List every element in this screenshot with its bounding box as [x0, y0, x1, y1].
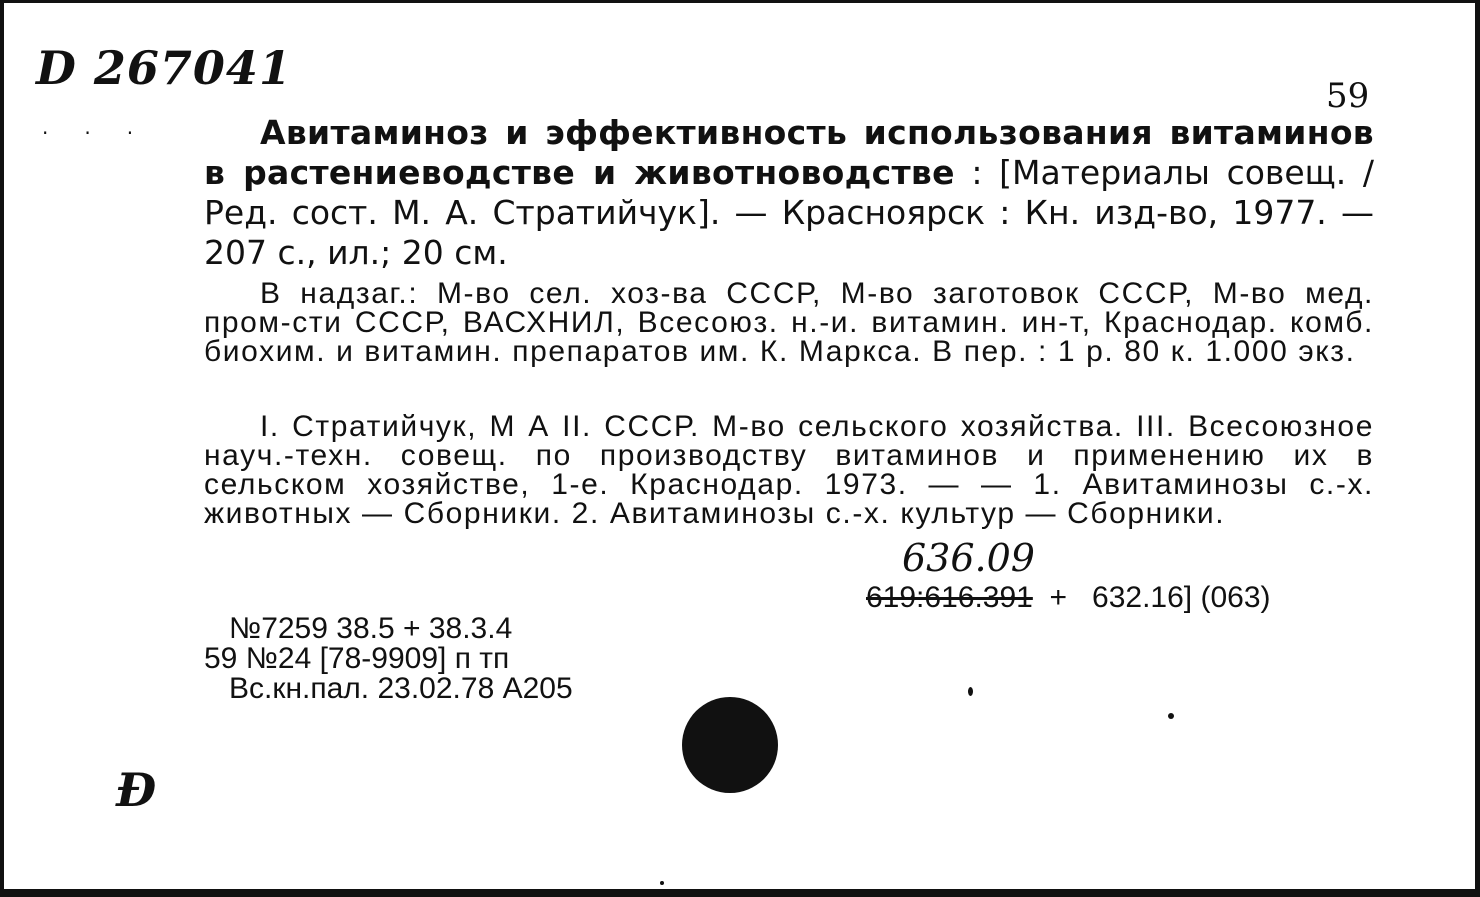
udk-line — [866, 583, 1271, 613]
reg-line-2: 59 №24 [78-9909] п тп — [204, 642, 510, 675]
handwritten-signature: Ɖ — [116, 763, 157, 817]
title-bold: Авитаминоз и эффективность использования витаминов в растениеводстве и животноводстве — [204, 113, 1374, 192]
note-subjects: I. Стратийчук, М А II. СССР. М-во сельского хозяйства. III. Всесоюзное науч.-техн. совещ. по производству витаминов и применению их в сельском хозяйстве, 1-е. Краснодар. 1973. — — 1. Авитаминозы с.-х. животных — Сборники. 2. Авитаминозы с.-х. культур — Сборники. — [204, 410, 1374, 530]
reg-line-3: Вс.кн.пал. 23.02.78 А205 — [204, 672, 573, 705]
ink-speck — [1168, 713, 1174, 719]
handwritten-udk: 636.09 — [902, 536, 1035, 580]
note-header: В надзаг.: М-во сел. хоз-ва СССР, М-во заготовок СССР, М-во мед. пром-сти СССР, ВАСХНИЛ, Всесоюз. н.-и. витамин. ин-т, Краснодар. комб. биохим. и витамин. препаратов им. К. Маркса. В пер. : 1 р. 80 к. 1.000 экз. — [204, 277, 1374, 368]
bibliographic-title — [204, 113, 1374, 273]
reg-line-1: №7259 38.5 + 38.3.4 — [204, 612, 513, 645]
punch-hole — [682, 697, 778, 793]
dot-marks — [42, 121, 169, 145]
title-rest: : [Материалы совещ. / Ред. сост. М. А. Стратийчук]. — Красноярск : Кн. изд-во, 1977. — 207 с., ил.; 20 см. — [204, 153, 1374, 272]
ink-speck — [660, 881, 664, 885]
ink-speck — [968, 687, 973, 696]
dot-mark: · — [84, 121, 127, 145]
registration-numbers — [204, 614, 573, 704]
udk-struck: 619:616.391 — [866, 581, 1033, 614]
inventory-stamp: D 267041 — [36, 41, 292, 95]
dot-mark: · — [126, 121, 170, 145]
page-number: 59 — [1326, 76, 1370, 116]
udk-rest: + 632.16] (063) — [1032, 581, 1271, 614]
dot-mark: · — [42, 121, 85, 145]
